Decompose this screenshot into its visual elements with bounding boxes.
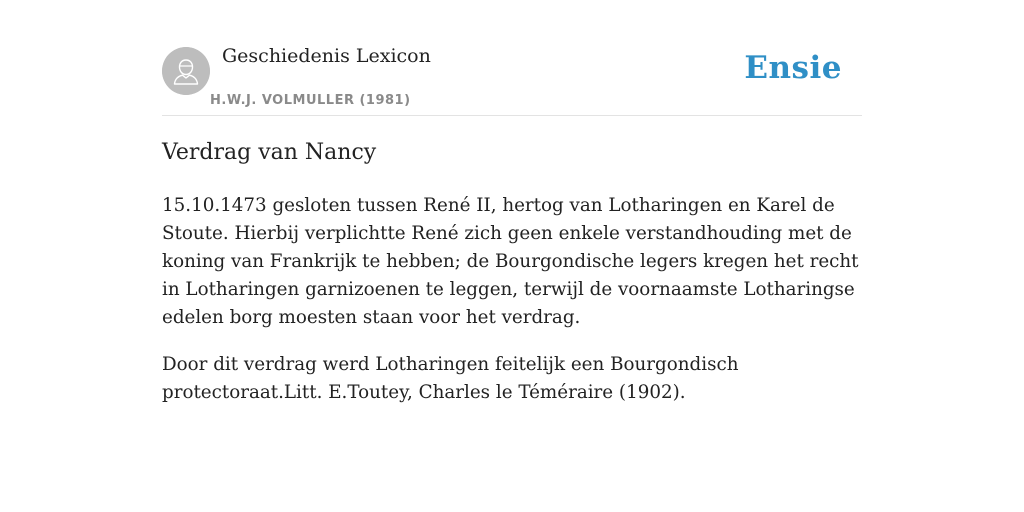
brand-logo[interactable]: Ensie xyxy=(744,50,842,86)
source-title-link[interactable]: Geschiedenis Lexicon xyxy=(222,45,431,67)
content-column xyxy=(162,0,862,403)
article-body xyxy=(162,192,862,426)
avatar[interactable] xyxy=(162,47,210,95)
user-placeholder-icon xyxy=(162,47,210,95)
article-paragraph: 15.10.1473 gesloten tussen René II, hertog van Lotharingen en Karel de Stoute. Hierbij verplichtte René zich geen enkele verstandhouding met de koning van Frankrijk te hebben; de Bourgondische legers kregen het recht in Lotharingen garnizoenen te leggen, terwijl de voornaamste Lotharingse edelen borg moesten staan voor het verdrag. xyxy=(162,195,859,328)
article-paragraph: Door dit verdrag werd Lotharingen feitelijk een Bourgondisch protectoraat.Litt. E.Toutey, Charles le Téméraire (1902). xyxy=(162,354,739,403)
source-author[interactable]: H.W.J. VOLMULLER (1981) xyxy=(210,93,411,108)
article-title: Verdrag van Nancy xyxy=(162,140,377,165)
source-header xyxy=(162,0,862,116)
